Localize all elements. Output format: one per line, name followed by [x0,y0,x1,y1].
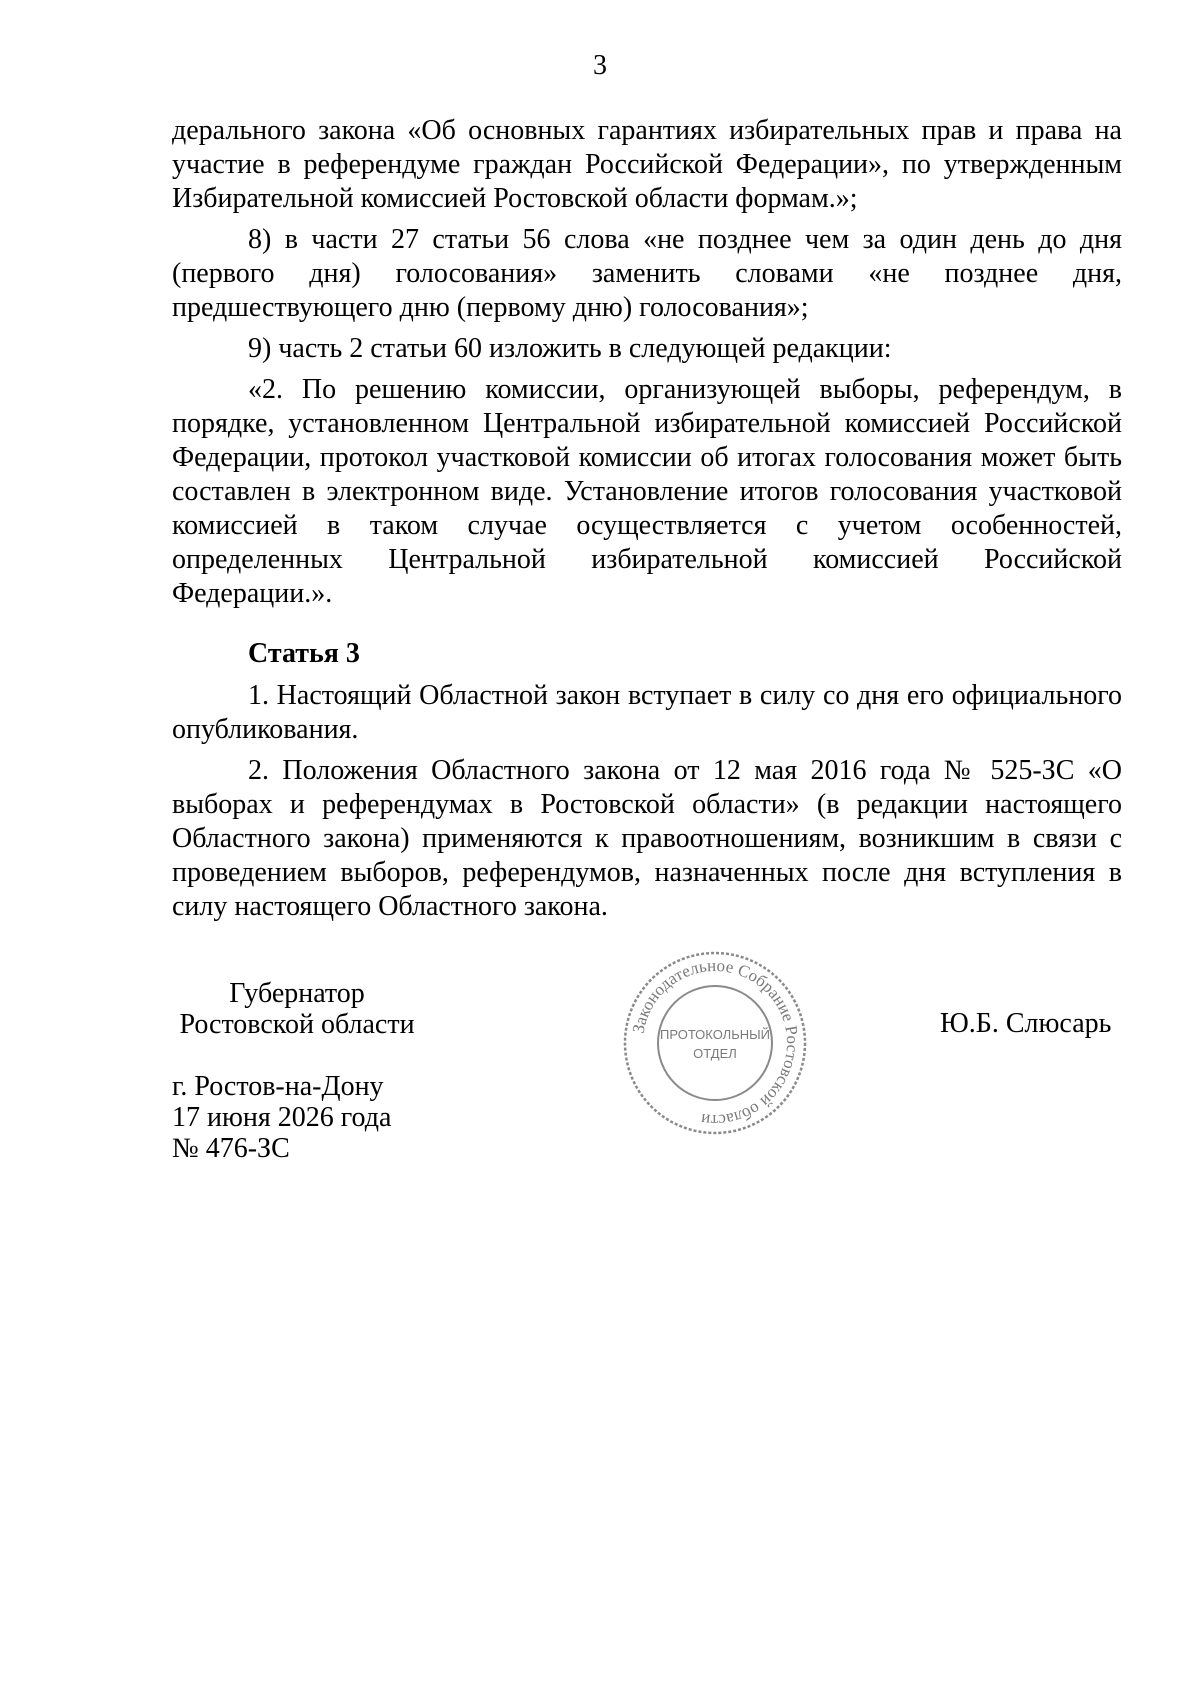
article-paragraph-1: 1. Настоящий Областной закон вступает в силу со дня его официального опубликования. [172,680,1122,745]
paragraph-quoted-text: «2. По решению комиссии, организующей выборы, референдум, в порядке, установленном Центральной избирательной комиссией Российской Федерации, протокол участковой комиссии об итогах голосования может быть составлен в электронном виде. Установление итогов голосования участковой комиссией в таком случае осуществляется с учетом особенностей, определенных Центральной избирательной комиссией Российской Федерации.». [172,374,1122,609]
city: г. Ростов-на-Дону [172,1071,384,1102]
stamp-outer-ring [625,953,805,1133]
article-heading: Статья 3 [248,638,360,669]
document-body [172,114,1122,931]
signatory-title [172,978,422,1040]
place-date-block [172,1071,391,1164]
stamp-graphic [620,948,810,1138]
signatory-name: Ю.Б. Слюсарь [940,1008,1112,1039]
protocol-department-stamp [620,948,810,1138]
stamp-center-line2: ОТДЕЛ [693,1046,737,1061]
signatory-title-line1: Губернатор [229,978,365,1009]
law-date: 17 июня 2026 года [172,1102,392,1133]
stamp-inner-ring [658,986,772,1100]
stamp-ring-text [629,956,802,1130]
paragraph-item-8: 8) в части 27 статьи 56 слова «не позднее чем за один день до дня (первого дня) голосования» заменить словами «не позднее дня, предшествующего дню (первому дню) голосования»; [172,224,1122,323]
paragraph-item-9: 9) часть 2 статьи 60 изложить в следующей редакции: [248,333,892,364]
signatory-title-line2: Ростовской области [179,1009,415,1040]
stamp-center-line1: ПРОТОКОЛЬНЫЙ [659,1027,771,1042]
article-paragraph-2: 2. Положения Областного закона от 12 мая 2016 года № 525-ЗС «О выборах и референдумах в Ростовской области» (в редакции настоящего Областного закона) применяются к правоотношениям, возникшим в связи с проведением выборов, референдумов, назначенных после дня вступления в силу настоящего Областного закона. [172,755,1122,922]
page-number: 3 [593,50,607,81]
law-number: № 476-ЗС [172,1133,290,1164]
paragraph-continuation: дерального закона «Об основных гарантиях избирательных прав и права на участие в референдуме граждан Российской Федерации», по утвержденным Избирательной комиссией Ростовской области формам.»; [172,115,1122,214]
stamp-ring-textpath: Законодательное Собрание Ростовской области [628,955,803,1131]
